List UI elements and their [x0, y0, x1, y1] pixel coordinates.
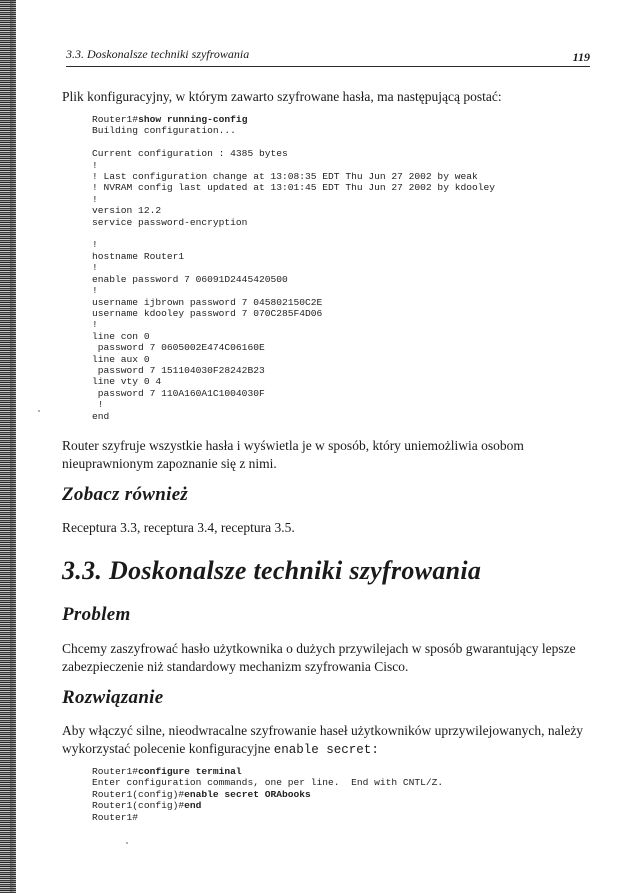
code-line: [92, 376, 161, 387]
code-line: [92, 285, 98, 296]
code-text: password 7 110A160A1C1004030F: [92, 387, 265, 399]
code-text: Router1(config)#: [92, 788, 185, 800]
typed-command: end: [184, 800, 202, 812]
enable-secret-command: enable secret:: [273, 743, 379, 757]
code-text: username kdooley password 7 070C285F4D06: [92, 307, 323, 319]
code-line: [92, 777, 443, 788]
code-line: [92, 274, 288, 285]
session-listing: [92, 766, 443, 823]
code-text: ! Last configuration change at 13:08:35 EDT Thu Jun 27 2002 by weak: [92, 171, 478, 183]
code-line: [92, 308, 322, 319]
code-line: [92, 331, 150, 342]
code-line: [92, 800, 201, 811]
code-line: [92, 182, 495, 193]
code-text: Enter configuration commands, one per line. End with CNTL/Z.: [92, 777, 444, 789]
page-number: 119: [572, 50, 590, 64]
running-header-title: 3.3. Doskonalsze techniki szyfrowania: [66, 47, 250, 61]
scan-speck: [38, 410, 40, 412]
code-text: version 12.2: [92, 205, 162, 217]
code-line: [92, 239, 98, 250]
code-text: Router1(config)#: [92, 800, 185, 812]
code-line: [92, 217, 247, 228]
scan-speck: [126, 842, 128, 844]
typed-command: configure terminal: [138, 766, 242, 777]
running-header: [66, 44, 590, 67]
section-title: 3.3. Doskonalsze techniki szyfrowania: [62, 556, 482, 585]
code-line: [92, 812, 138, 823]
code-line: [92, 205, 161, 216]
code-text: password 7 151104030F28242B23: [92, 364, 265, 376]
solution-heading: Rozwiązanie: [62, 687, 164, 708]
code-text: !: [92, 262, 98, 274]
listing-explanation-paragraph: Router szyfruje wszystkie hasła i wyświetla je w sposób, który uniemożliwia osobom nieuprawnionym zapoznanie się z nimi.: [62, 438, 524, 471]
code-line: [92, 251, 184, 262]
code-text: Router1#: [92, 766, 139, 777]
intro-paragraph: Plik konfiguracyjny, w którym zawarto szyfrowane hasła, ma następującą postać:: [62, 89, 502, 104]
code-text: hostname Router1: [92, 250, 185, 262]
typed-command: show running-config: [138, 114, 248, 125]
code-text: !: [92, 193, 98, 205]
book-binding-edge: [0, 0, 16, 893]
code-line: [92, 399, 104, 410]
code-text: !: [92, 239, 98, 251]
code-line: [92, 171, 478, 182]
code-text: line aux 0: [92, 353, 150, 365]
config-listing: [92, 114, 495, 422]
problem-heading: Problem: [62, 604, 131, 625]
code-line: [92, 766, 242, 777]
code-text: Current configuration : 4385 bytes: [92, 148, 288, 160]
code-line: [92, 342, 265, 353]
code-line: [92, 160, 98, 171]
code-line: [92, 194, 98, 205]
solution-paragraph: [62, 722, 590, 759]
code-text: !: [92, 159, 98, 171]
code-text: Router1#: [92, 114, 139, 125]
code-line: [92, 354, 150, 365]
code-line: [92, 262, 98, 273]
code-line: [92, 114, 247, 125]
solution-paragraph-text: Aby włączyć silne, nieodwracalne szyfrowanie haseł użytkowników uprzywilejowanych, należy wykorzystać polecenie konfiguracyjne: [62, 723, 584, 756]
code-text: end: [92, 410, 110, 422]
code-text: line vty 0 4: [92, 376, 162, 388]
code-text: line con 0: [92, 330, 150, 342]
code-line: [92, 365, 265, 376]
code-text: Router1#: [92, 811, 139, 823]
code-text: password 7 0605002E474C06160E: [92, 342, 265, 354]
typed-command: enable secret ORAbooks: [184, 788, 311, 800]
code-text: !: [92, 319, 98, 331]
code-line: [92, 319, 98, 330]
code-line: [92, 388, 265, 399]
code-text: service password-encryption: [92, 216, 248, 228]
code-line: [92, 789, 311, 800]
see-also-text: Receptura 3.3, receptura 3.4, receptura 3.5.: [62, 520, 295, 535]
code-text: ! NVRAM config last updated at 13:01:45 EDT Thu Jun 27 2002 by kdooley: [92, 182, 496, 194]
code-text: !: [92, 285, 98, 297]
code-text: Building configuration...: [92, 125, 236, 137]
code-text: !: [92, 399, 104, 411]
see-also-heading: Zobacz również: [62, 484, 189, 505]
code-line: [92, 125, 236, 136]
code-text: username ijbrown password 7 045802150C2E: [92, 296, 323, 308]
code-line: [92, 411, 109, 422]
problem-paragraph: Chcemy zaszyfrować hasło użytkownika o dużych przywilejach w sposób gwarantujący lepsze zabezpieczenie niż standardowy mechanizm szyfrowania Cisco.: [62, 641, 576, 674]
code-line: [92, 297, 322, 308]
code-text: enable password 7 06091D2445420500: [92, 273, 288, 285]
code-line: [92, 148, 288, 159]
